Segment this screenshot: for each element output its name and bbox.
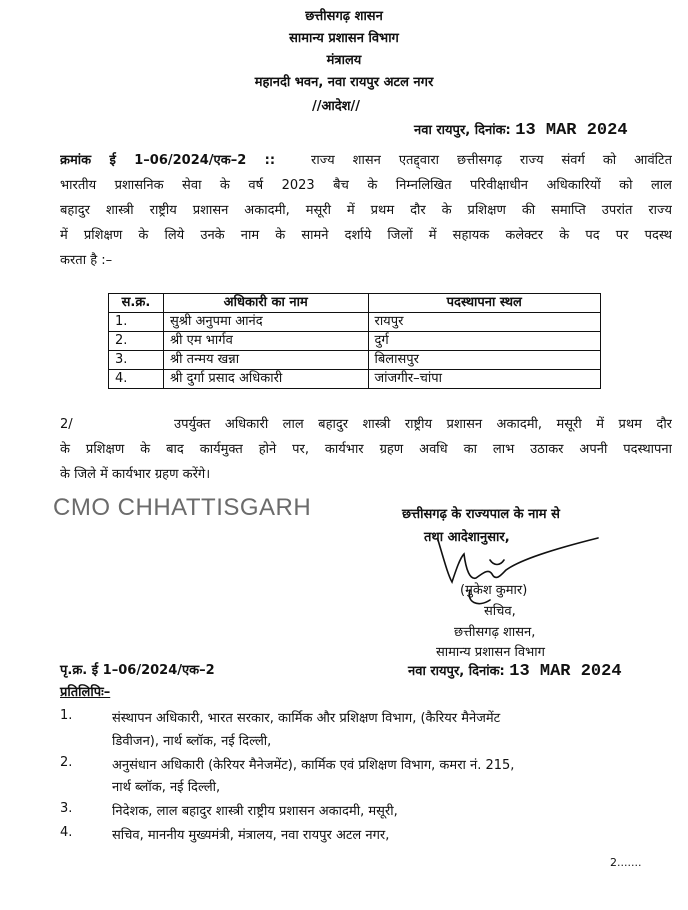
table-row bbox=[109, 370, 601, 389]
copy-item-line: डिवीजन), नार्थ ब्लॉक, नई दिल्ली, bbox=[112, 734, 272, 749]
copy-item-line: निदेशक, लाल बहादुर शास्त्री राष्ट्रीय प्रशासन अकादमी, मसूरी, bbox=[112, 804, 398, 819]
date-place: नवा रायपुर, दिनांक: bbox=[414, 123, 511, 138]
col-header-sno: स.क्र. bbox=[109, 294, 164, 313]
posting-table bbox=[108, 293, 601, 389]
order-text-1: राज्य शासन एतद्द्वारा छत्तीसगढ़ राज्य संवर्ग को आवंटित bbox=[311, 153, 672, 168]
ministry-name: मंत्रालय bbox=[326, 53, 362, 68]
order-number: क्रमांक ई 1–06/2024/एक–2 :: bbox=[60, 153, 276, 168]
cell-sno: 3. bbox=[109, 351, 164, 370]
copy-item-number: 1. bbox=[60, 708, 73, 723]
cell-place: रायपुर bbox=[368, 313, 601, 332]
endorsement-date-stamp: 13 MAR 2024 bbox=[509, 662, 622, 681]
office-address: महानदी भवन, नवा रायपुर अटल नगर bbox=[254, 75, 434, 90]
copy-item-line: अनुसंधान अधिकारी (केरियर मैनेजमेंट), कार्मिक एवं प्रशिक्षण विभाग, कमरा नं. 215, bbox=[112, 758, 515, 773]
cell-sno: 4. bbox=[109, 370, 164, 389]
copy-item-line: नार्थ ब्लॉक, नई दिल्ली, bbox=[112, 780, 221, 795]
cell-place: जांजगीर–चांपा bbox=[368, 370, 601, 389]
handwritten-signature bbox=[430, 530, 620, 620]
department-name: सामान्य प्रशासन विभाग bbox=[289, 31, 399, 46]
copy-item-number: 2. bbox=[60, 755, 73, 770]
endorsement-number: पृ.क्र. ई 1–06/2024/एक–2 bbox=[60, 663, 215, 678]
table-row bbox=[109, 351, 601, 370]
order-line-2: भारतीय प्रशासनिक सेवा के वर्ष 2023 बैच के निम्नलिखित परिवीक्षाधीन अधिकारियों को लाल bbox=[60, 178, 672, 193]
cell-place: बिलासपुर bbox=[368, 351, 601, 370]
order-line-1 bbox=[60, 148, 672, 173]
para2-line-1 bbox=[60, 412, 672, 437]
table-row bbox=[109, 332, 601, 351]
date-stamp: 13 MAR 2024 bbox=[515, 121, 628, 140]
signatory-govt: छत्तीसगढ़ शासन, bbox=[454, 625, 536, 640]
cell-sno: 2. bbox=[109, 332, 164, 351]
cell-name: श्री तन्मय खन्ना bbox=[163, 351, 368, 370]
order-title: //आदेश// bbox=[311, 99, 361, 114]
cell-name: सुश्री अनुपमा आनंद bbox=[163, 313, 368, 332]
copy-item-number: 4. bbox=[60, 825, 73, 840]
copy-item-line: संस्थापन अधिकारी, भारत सरकार, कार्मिक और प्रशिक्षण विभाग, (कैरियर मैनेजमेंट bbox=[112, 711, 501, 726]
order-line-5: करता है :– bbox=[60, 253, 113, 268]
signatory-name: (मुकेश कुमार) bbox=[460, 583, 528, 598]
copy-to-label: प्रतिलिपिः– bbox=[60, 685, 111, 700]
signature-order-line: तथा आदेशानुसार, bbox=[424, 530, 510, 545]
next-page-marker: 2....... bbox=[610, 856, 642, 869]
watermark: CMO CHHATTISGARH bbox=[53, 494, 312, 521]
signature-authority: छत्तीसगढ़ के राज्यपाल के नाम से bbox=[402, 507, 560, 522]
order-paragraph bbox=[60, 148, 672, 273]
signatory-dept: सामान्य प्रशासन विभाग bbox=[436, 645, 545, 660]
para2-text-1: उपर्युक्त अधिकारी लाल बहादुर शास्त्री राष्ट्रीय प्रशासन अकादमी, मसूरी में प्रथम दौर bbox=[173, 417, 672, 432]
cell-name: श्री एम भार्गव bbox=[163, 332, 368, 351]
copy-item-line: सचिव, माननीय मुख्यमंत्री, मंत्रालय, नवा रायपुर अटल नगर, bbox=[112, 828, 390, 843]
govt-name: छत्तीसगढ़ शासन bbox=[305, 9, 383, 24]
endorsement-date-line bbox=[408, 661, 622, 681]
order-line-4: में प्रशिक्षण के लिये उनके नाम के सामने दर्शाये जिलों में सहायक कलेक्टर के पद पर पदस्थ bbox=[60, 228, 672, 243]
cell-place: दुर्ग bbox=[368, 332, 601, 351]
cell-name: श्री दुर्गा प्रसाद अधिकारी bbox=[163, 370, 368, 389]
date-line bbox=[414, 120, 628, 140]
copy-item-number: 3. bbox=[60, 801, 73, 816]
para2-line-3: के जिले में कार्यभार ग्रहण करेंगे। bbox=[60, 467, 211, 482]
cell-sno: 1. bbox=[109, 313, 164, 332]
para2-line-2: के प्रशिक्षण के बाद कार्यमुक्त होने पर, कार्यभार ग्रहण अवधि का लाभ उठाकर अपनी पदस्थापना bbox=[60, 442, 672, 457]
col-header-place: पदस्थापना स्थल bbox=[368, 294, 601, 313]
para2-number: 2/ bbox=[60, 417, 73, 432]
table-header-row bbox=[109, 294, 601, 313]
signatory-designation: सचिव, bbox=[484, 604, 516, 619]
col-header-name: अधिकारी का नाम bbox=[163, 294, 368, 313]
order-line-3: बहादुर शास्त्री राष्ट्रीय प्रशासन अकादमी, मसूरी में प्रथम दौर के प्रशिक्षण की समाप्ति उपरांत राज्य bbox=[60, 203, 672, 218]
endorsement-date-place: नवा रायपुर, दिनांक: bbox=[408, 664, 505, 679]
para-2 bbox=[60, 412, 672, 487]
table-row bbox=[109, 313, 601, 332]
